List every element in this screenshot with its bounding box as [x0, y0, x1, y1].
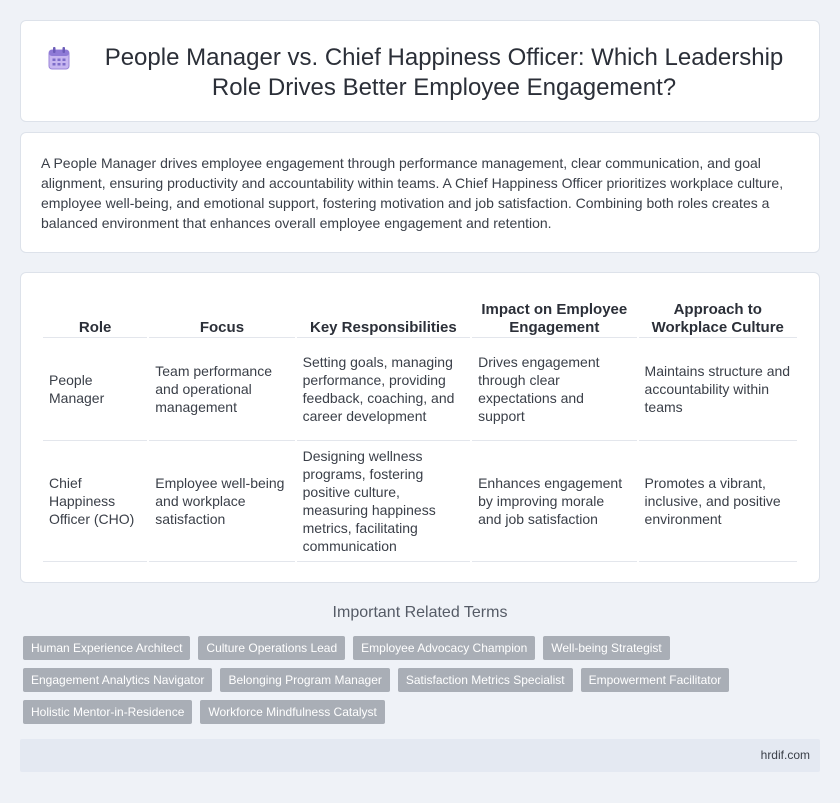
table-cell: Maintains structure and accountability within teams — [639, 338, 797, 441]
related-term-tag[interactable]: Well-being Strategist — [543, 636, 670, 660]
intro-paragraph: A People Manager drives employee engagement through performance management, clear communication, and goal alignment, ensuring productivity and accountability within teams. A Chief Happiness Officer prioritizes workplace culture, employee well-being, and emotional support, fostering motivation and job satisfaction. Combining both roles creates a balanced environment that enhances overall employee engagement and retention. — [41, 155, 784, 231]
related-term-tag[interactable]: Culture Operations Lead — [198, 636, 345, 660]
related-terms-title: Important Related Terms — [332, 604, 508, 621]
related-term-tag[interactable]: Belonging Program Manager — [220, 668, 389, 692]
table-row — [43, 441, 797, 562]
table-cell: Setting goals, managing performance, providing feedback, coaching, and career development — [297, 338, 470, 441]
footer-site-link[interactable]: hrdif.com — [760, 748, 810, 762]
related-term-tag[interactable]: Employee Advocacy Champion — [353, 636, 535, 660]
header-focus: Focus — [149, 293, 294, 338]
table-cell: Drives engagement through clear expectations and support — [472, 338, 636, 441]
related-term-tag[interactable]: Human Experience Architect — [23, 636, 190, 660]
related-term-tag[interactable]: Holistic Mentor-in-Residence — [23, 700, 192, 724]
table-cell: Team performance and operational management — [149, 338, 294, 441]
table-row — [43, 338, 797, 441]
comparison-table — [41, 293, 799, 562]
table-header-row — [43, 293, 797, 338]
intro-card — [20, 132, 820, 253]
related-term-tag[interactable]: Empowerment Facilitator — [581, 668, 730, 692]
header-approach: Approach to Workplace Culture — [639, 293, 797, 338]
table-cell: Enhances engagement by improving morale and job satisfaction — [472, 441, 636, 562]
related-term-tag[interactable]: Satisfaction Metrics Specialist — [398, 668, 573, 692]
footer — [20, 739, 820, 772]
title-card — [20, 20, 820, 122]
table-cell: People Manager — [43, 338, 147, 441]
calendar-icon — [46, 45, 72, 71]
related-term-tag[interactable]: Engagement Analytics Navigator — [23, 668, 212, 692]
table-cell: Employee well-being and workplace satisfaction — [149, 441, 294, 562]
header-impact: Impact on Employee Engagement — [472, 293, 636, 338]
header-role: Role — [43, 293, 147, 338]
table-cell: Designing wellness programs, fostering positive culture, measuring happiness metrics, facilitating communication — [297, 441, 470, 562]
header-key-responsibilities: Key Responsibilities — [297, 293, 470, 338]
related-term-tag[interactable]: Workforce Mindfulness Catalyst — [200, 700, 385, 724]
related-terms-list — [23, 636, 783, 724]
table-cell: Promotes a vibrant, inclusive, and positive environment — [639, 441, 797, 562]
table-cell: Chief Happiness Officer (CHO) — [43, 441, 147, 562]
page-title: People Manager vs. Chief Happiness Officer: Which Leadership Role Drives Better Employee Engagement? — [104, 44, 784, 101]
comparison-card — [20, 272, 820, 583]
